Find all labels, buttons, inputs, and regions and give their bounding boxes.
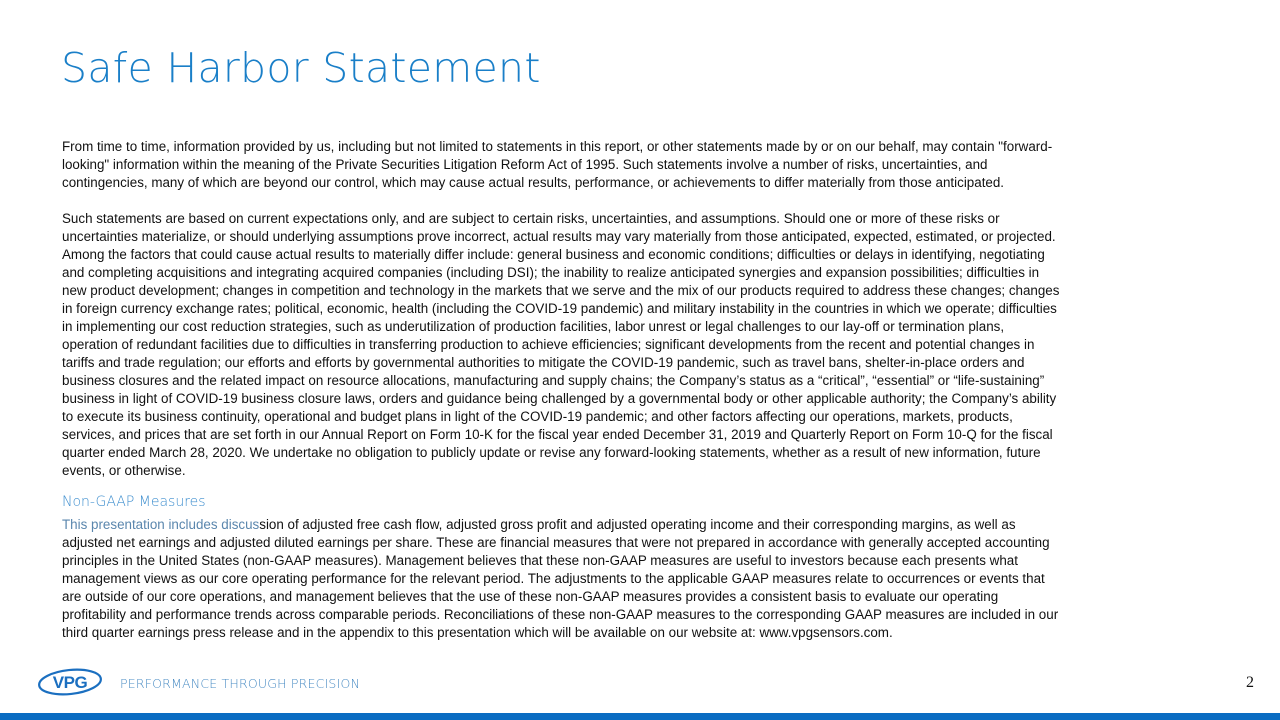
bottom-accent-bar (0, 713, 1280, 720)
text-line: principles in the United States (non-GAAP measures). Management believes that these non-GAAP measures are useful to investors because each presents what (62, 553, 1018, 568)
slide-footer (0, 664, 1280, 704)
text-line: to execute its business continuity, operational and budget plans in light of the COVID-19 pandemic; and other factors affecting our operations, markets, products, (62, 409, 1013, 424)
text-line: profitability and performance trends across comparable periods. Reconciliations of these non-GAAP measures to the corresponding GAAP measures are included in our (62, 607, 1059, 622)
text-line: tariffs and trade regulation; our efforts and efforts by governmental authorities to mitigate the COVID-19 pandemic, such as travel bans, shelter-in-place orders and (62, 355, 1025, 370)
text-line: looking" information within the meaning of the Private Securities Litigation Reform Act of 1995. Such statements involve a number of risks, uncertainties, and (62, 157, 988, 172)
text-line: are outside of our core operations, and management believes that the use of these non-GAAP measures provides a consistent basis to evaluate our operating (62, 589, 999, 604)
page-number: 2 (1246, 674, 1254, 691)
safe-harbor-paragraph-1 (62, 138, 1222, 192)
text-line: business closures and the related impact on resource allocations, manufacturing and supply chains; the Company’s status as a “critical”, “essential” or “life-sustaining” (62, 373, 1045, 388)
lead-line-rest: sion of adjusted free cash flow, adjusted gross profit and adjusted operating income and their corresponding margins, as well as (259, 517, 1016, 532)
muted-lead-text: This presentation includes discus (62, 517, 260, 532)
safe-harbor-paragraph-2 (62, 210, 1222, 480)
text-line: Such statements are based on current expectations only, and are subject to certain risks, uncertainties, and assumptions. Should one or more of these risks or (62, 211, 1000, 226)
text-line: uncertainties materialize, or should underlying assumptions prove incorrect, actual results may vary materially from those anticipated, expected, estimated, or projected. (62, 229, 1056, 244)
text-line: business in light of COVID-19 business closure laws, orders and guidance being challenged by a governmental body or other applicable authority; the Company’s ability (62, 391, 1057, 406)
vpg-logo-icon (37, 667, 103, 697)
svg-text:VPG: VPG (52, 673, 88, 692)
text-line: in implementing our cost reduction strategies, such as underutilization of production facilities, labor unrest or legal challenges to our lay-off or termination plans, (62, 319, 1005, 334)
text-line: operation of redundant facilities due to difficulties in transferring production to achieve efficiencies; significant developments from the recent and potential changes in (62, 337, 1035, 352)
non-gaap-heading: Non-GAAP Measures (62, 494, 206, 510)
text-line: in foreign currency exchange rates; political, economic, health (including the COVID-19 pandemic) and military instability in the countries in which we operate; difficulties (62, 301, 1057, 316)
text-line: events, or otherwise. (62, 463, 186, 478)
text-line: quarter ended March 28, 2020. We undertake no obligation to publicly update or revise any forward-looking statements, whether as a result of new information, future (62, 445, 1041, 460)
slide-title: Safe Harbor Statement (61, 44, 541, 92)
non-gaap-paragraph (62, 516, 1222, 642)
text-line: Among the factors that could cause actual results to materially differ include: general business and economic conditions; difficulties or delays in identifying, negotiating (62, 247, 1045, 262)
text-line (62, 516, 1222, 534)
text-line: contingencies, many of which are beyond our control, which may cause actual results, performance, or achievements to differ materially from those anticipated. (62, 175, 1005, 190)
text-line: services, and prices that are set forth in our Annual Report on Form 10-K for the fiscal year ended December 31, 2019 and Quarterly Report on Form 10-Q for the fiscal (62, 427, 1053, 442)
text-line: and completing acquisitions and integrating acquired companies (including DSI); the inability to realize anticipated synergies and expansion possibilities; difficulties in (62, 265, 1040, 280)
company-tagline: PERFORMANCE THROUGH PRECISION (120, 676, 361, 691)
text-line: third quarter earnings press release and in the appendix to this presentation which will be available on our website at: www.vpgsensors.com. (62, 625, 893, 640)
text-line: From time to time, information provided by us, including but not limited to statements in this report, or other statements made by or on our behalf, may contain "forward- (62, 139, 1053, 154)
text-line: adjusted net earnings and adjusted diluted earnings per share. These are financial measures that were not prepared in accordance with generally accepted accounting (62, 535, 1050, 550)
text-line: management views as our core operating performance for the relevant period. The adjustments to the applicable GAAP measures relate to occurrences or events that (62, 571, 1045, 586)
text-line: new product development; changes in competition and technology in the markets that we serve and the mix of our products required to address these changes; changes (62, 283, 1060, 298)
